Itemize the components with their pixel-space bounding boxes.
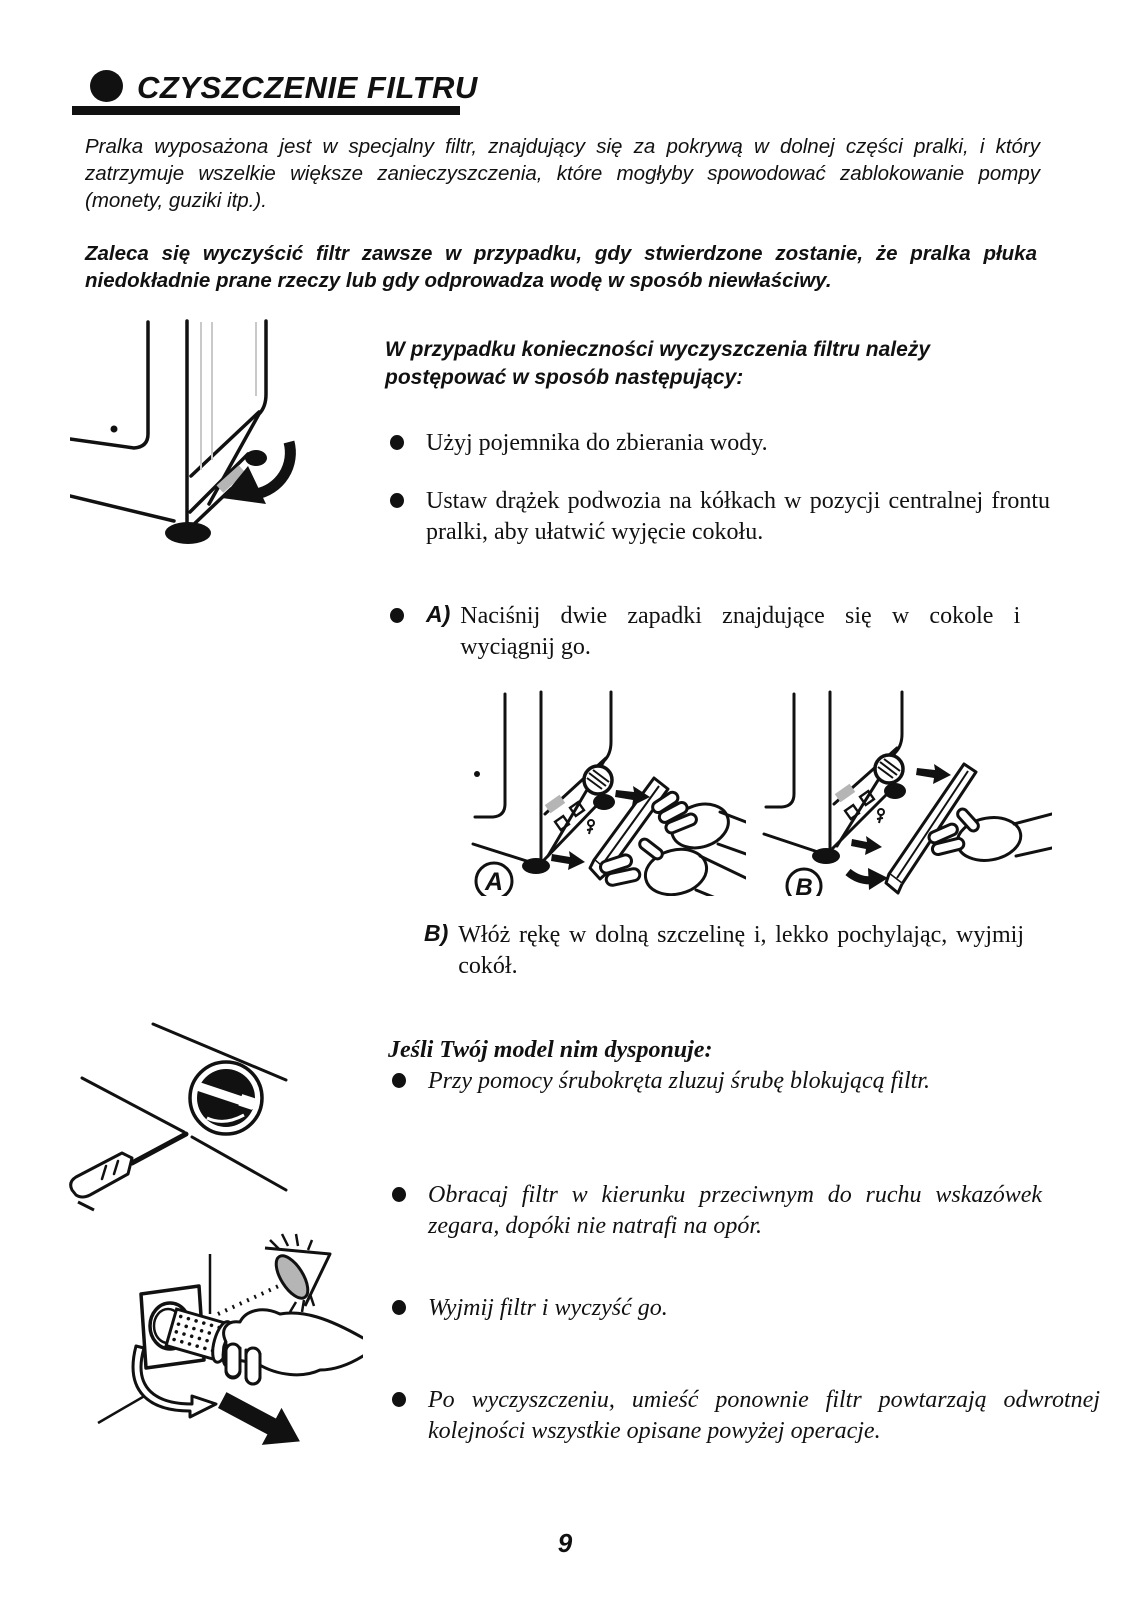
step-prefix: B) xyxy=(424,920,449,946)
pull-arrow-icon xyxy=(212,1382,309,1460)
conditional-item-4 xyxy=(392,1385,1100,1447)
figure-b-label: B xyxy=(795,874,813,896)
step-text: Użyj pojemnika do zbierania wody. xyxy=(426,430,768,456)
figure-a-label: A xyxy=(484,868,504,896)
figure-a xyxy=(448,676,746,896)
arrow-right-icon xyxy=(916,764,951,784)
conditional-text: Obracaj filtr w kierunku przeciwnym do ruchu wskazówek zegara, dopóki nie natrafi na opór. xyxy=(428,1182,1042,1239)
hand xyxy=(224,1310,363,1384)
arrow-right-icon xyxy=(851,836,882,855)
bullet-icon xyxy=(392,1073,406,1088)
procedure-intro: W przypadku konieczności wyczyszczenia filtru należy postępować w sposób następujący: xyxy=(385,338,930,389)
curve-arrow-icon xyxy=(848,868,888,890)
bullet-icon xyxy=(390,493,404,508)
conditional-text: Wyjmij filtr i wyczyść go. xyxy=(428,1295,668,1321)
title-underline xyxy=(72,106,460,115)
section-header xyxy=(90,70,478,106)
step-text: Włóż rękę w dolną szczelinę i, lekko pochylając, wyjmij cokół. xyxy=(458,922,1024,979)
screwdriver-drawing xyxy=(58,1022,340,1200)
conditional-item-1 xyxy=(392,1066,1052,1097)
step-item-b xyxy=(424,920,1024,982)
conditional-heading: Jeśli Twój model nim dysponuje: xyxy=(388,1037,713,1063)
eye-icon xyxy=(265,1234,330,1312)
arrow-right-icon xyxy=(551,851,585,870)
screwdriver-tool xyxy=(71,1134,186,1197)
intro-paragraph-1: Pralka wyposażona jest w specjalny filtr, znajdujący się za pokrywą w dolnej części pralki, i który zatrzymuje wszelkie większe zanieczyszczenia, które mogłyby spowodować zablokowanie pompy (monety, guziki itp.). xyxy=(85,135,1040,212)
step-item-2 xyxy=(390,486,1050,548)
figure-b-drawing xyxy=(752,676,1052,896)
step-item-1 xyxy=(390,428,1040,459)
section-bullet-icon xyxy=(90,70,123,102)
figure-washer-corner xyxy=(70,308,320,553)
figure-b xyxy=(752,676,1052,896)
sight-line xyxy=(218,1284,283,1314)
figure-screwdriver xyxy=(58,1022,340,1200)
intro-paragraph-2: Zaleca się wyczyścić filtr zawsze w przypadku, gdy stwierdzone zostanie, że pralka płuka niedokładnie prane rzeczy lub gdy odprowadza wodę w sposób niewłaściwy. xyxy=(85,242,1037,292)
screw-icon xyxy=(877,809,884,823)
label-b-badge xyxy=(787,869,821,896)
bullet-icon xyxy=(392,1300,406,1315)
washer-corner-drawing xyxy=(70,308,320,553)
page-title: CZYSZCZENIE FILTRU xyxy=(137,70,478,105)
step-text: Ustaw drążek podwozia na kółkach w pozycji centralnej frontu pralki, aby ułatwić wyjęcie cokołu. xyxy=(426,488,1050,545)
step-item-a xyxy=(390,601,1045,663)
bullet-icon xyxy=(392,1187,406,1202)
screw-icon xyxy=(587,820,594,834)
figure-filter-removal xyxy=(58,1198,363,1460)
step-text: Naciśnij dwie zapadki znajdujące się w cokole i wyciągnij go. xyxy=(460,603,1021,660)
page-number: 9 xyxy=(557,1528,573,1558)
filter-removal-drawing xyxy=(58,1198,363,1460)
conditional-text: Po wyczyszczeniu, umieść ponownie filtr powtarzają odwrotnej kolejności wszystkie opisane powyżej operacje. xyxy=(428,1387,1100,1444)
label-a-badge xyxy=(476,863,512,896)
step-prefix: A) xyxy=(426,601,451,627)
conditional-text: Przy pomocy śrubokręta zluzuj śrubę blokującą filtr. xyxy=(428,1068,930,1094)
conditional-item-2 xyxy=(392,1180,1042,1242)
bullet-icon xyxy=(390,435,404,450)
figure-a-drawing xyxy=(448,676,746,896)
conditional-item-3 xyxy=(392,1293,1042,1324)
bullet-icon xyxy=(390,608,404,623)
bullet-icon xyxy=(392,1392,406,1407)
